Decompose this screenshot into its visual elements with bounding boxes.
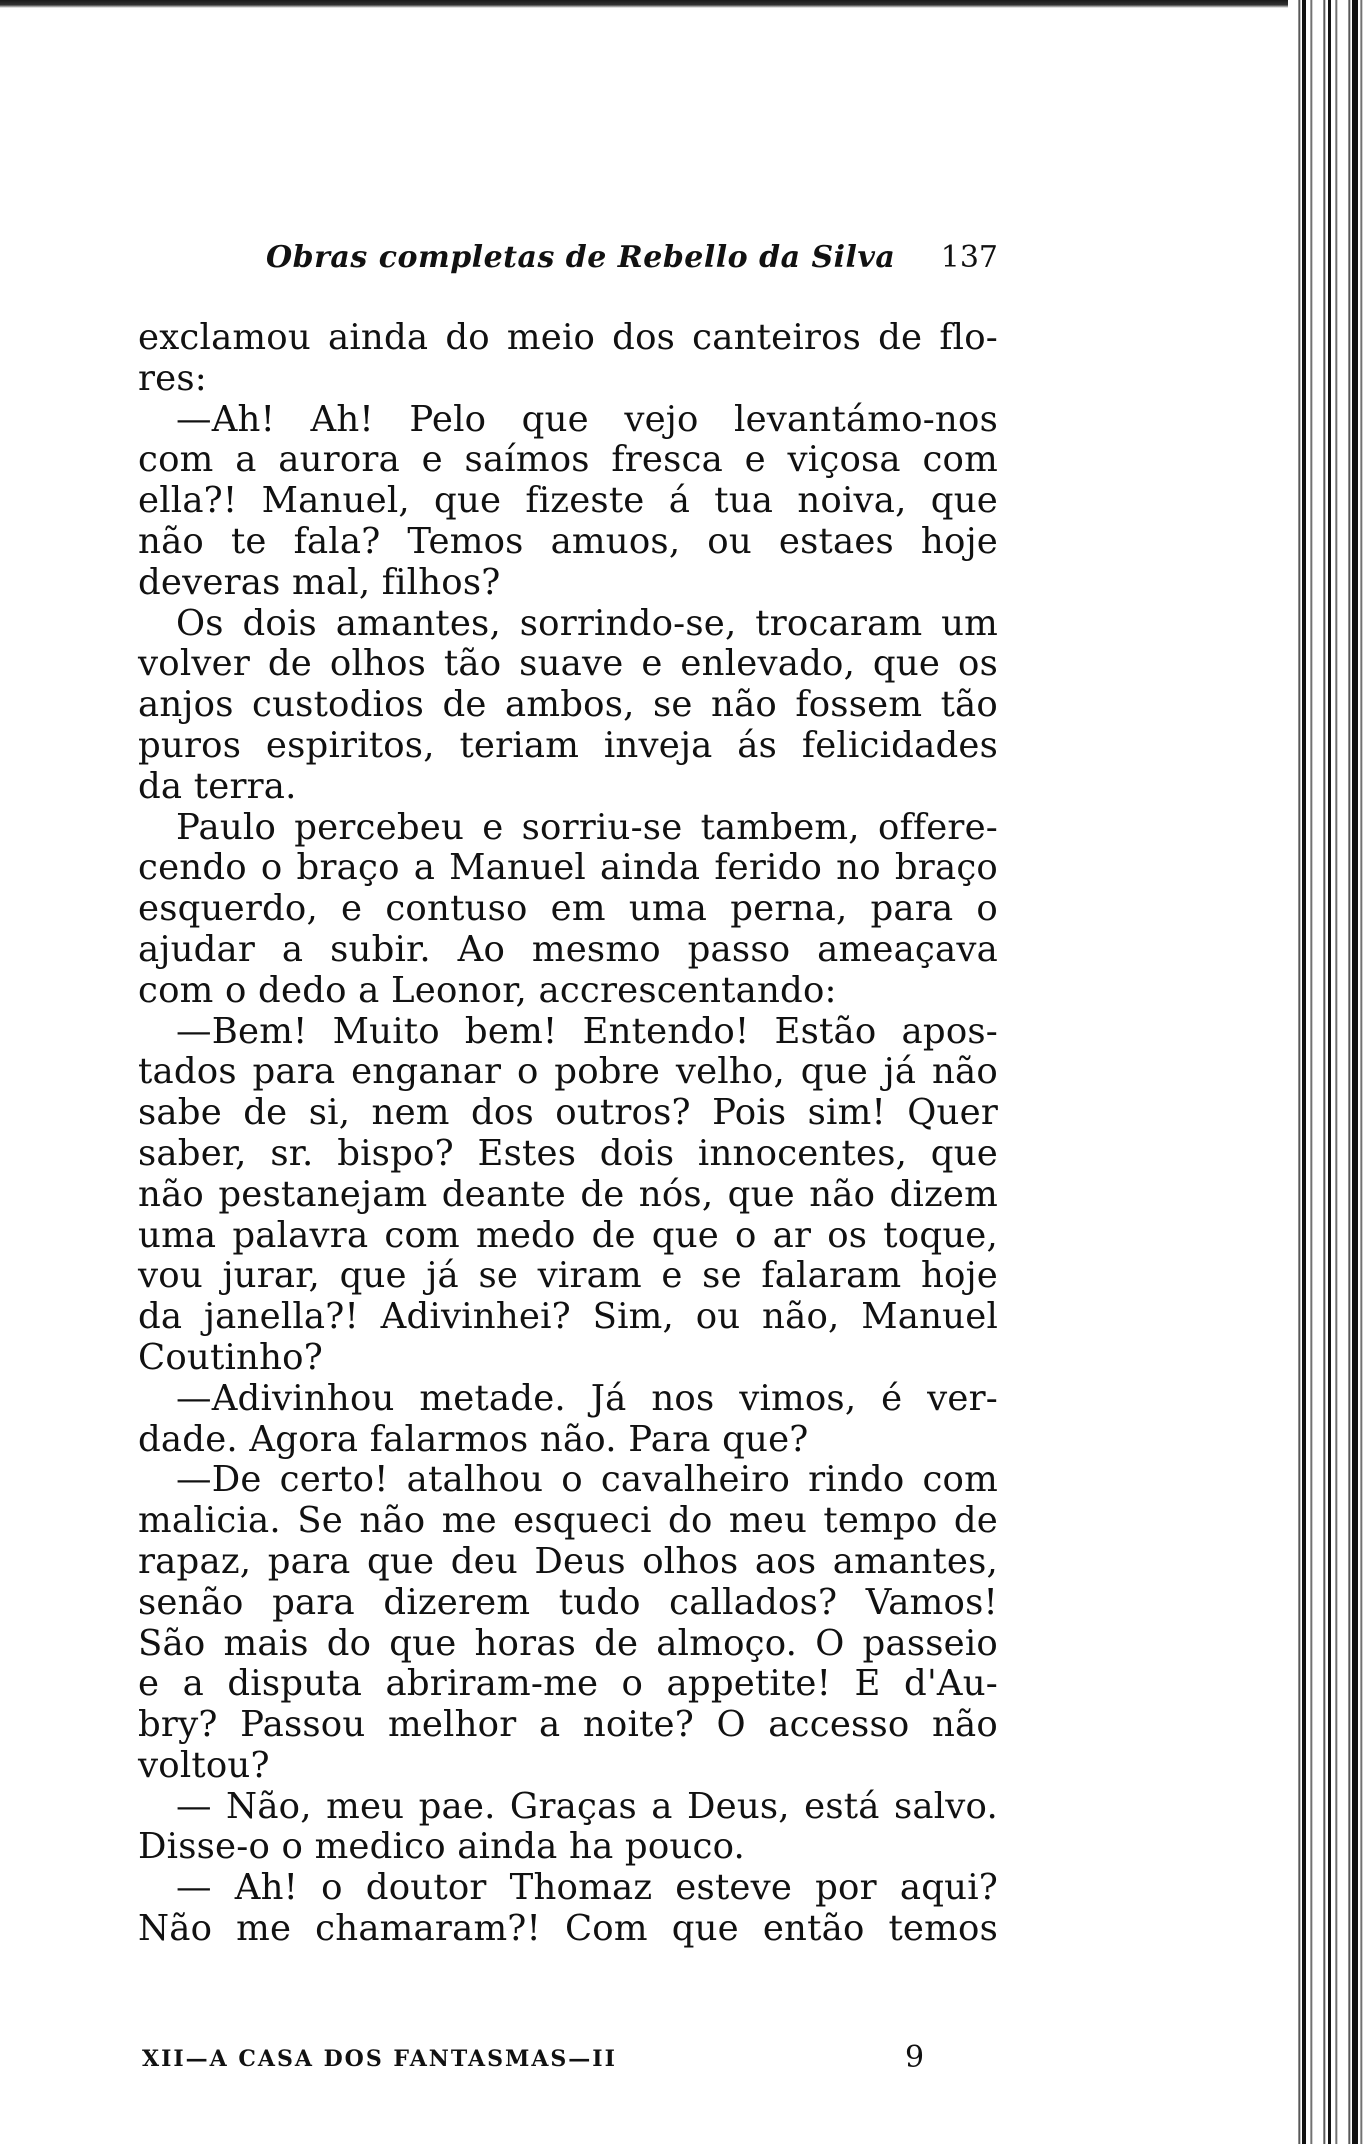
book-spine-edge [1288, 0, 1368, 2144]
sheet-number: 9 [905, 2040, 925, 2075]
text-line: São mais do que horas de almoço. O passeio [138, 1622, 998, 1664]
text-line: rapaz, para que deu Deus olhos aos amantes, [138, 1540, 998, 1582]
text-line: ajudar a subir. Ao mesmo passo ameaçava [138, 928, 998, 970]
text-line: uma palavra com medo de que o ar os toque, [138, 1214, 998, 1256]
page-number: 137 [940, 240, 998, 275]
text-line: volver de olhos tão suave e enlevado, que os [138, 643, 998, 685]
text-line: puros espiritos, teriam inveja ás felicidades [138, 724, 998, 766]
text-line: — Ah! o doutor Thomaz esteve por aqui? [176, 1867, 998, 1909]
text-line: dade. Agora falarmos não. Para que? [138, 1418, 809, 1460]
spine-line [1352, 0, 1358, 2144]
spine-line [1328, 0, 1331, 2144]
text-line: e a disputa abriram-me o appetite! E d'Au- [138, 1663, 998, 1705]
text-line: com a aurora e saímos fresca e viçosa com [138, 439, 998, 481]
text-line: não te fala? Temos amuos, ou estaes hoje [138, 520, 998, 562]
text-line: anjos custodios de ambos, se não fossem tão [138, 684, 998, 726]
text-line: não pestanejam deante de nós, que não dizem [138, 1173, 998, 1215]
text-line: saber, sr. bispo? Estes dois innocentes, que [138, 1132, 998, 1174]
text-line: tados para enganar o pobre velho, que já não [138, 1051, 998, 1093]
text-line: cendo o braço a Manuel ainda ferido no braço [138, 847, 998, 889]
signature-mark: XII—A CASA DOS FANTASMAS—II [142, 2046, 617, 2072]
text-line: exclamou ainda do meio dos canteiros de flo- [138, 317, 998, 358]
text-line: voltou? [138, 1744, 270, 1786]
spine-line [1302, 0, 1306, 2144]
text-line: deveras mal, filhos? [138, 561, 501, 603]
text-line: Paulo percebeu e sorriu-se tambem, offere- [176, 806, 998, 848]
text-line: Não me chamaram?! Com que então temos [138, 1908, 998, 1950]
running-header [138, 230, 998, 290]
text-line: —De certo! atalhou o cavalheiro rindo com [176, 1459, 998, 1501]
text-line: Os dois amantes, sorrindo-se, trocaram um [176, 602, 998, 644]
text-line: —Bem! Muito bem! Entendo! Estão apos- [176, 1010, 998, 1052]
text-line: — Não, meu pae. Graças a Deus, está salvo. [176, 1785, 998, 1827]
text-line: Disse-o o medico ainda ha pouco. [138, 1826, 746, 1868]
text-line: senão para dizerem tudo callados? Vamos! [138, 1581, 998, 1623]
text-line: malicia. Se não me esqueci do meu tempo de [138, 1500, 998, 1542]
text-line: bry? Passou melhor a noite? O accesso não [138, 1704, 998, 1746]
text-line: com o dedo a Leonor, accrescentando: [138, 969, 837, 1011]
text-line: sabe de si, nem dos outros? Pois sim! Quer [138, 1092, 998, 1134]
body-text [138, 318, 998, 1950]
running-title: Obras completas de Rebello da Silva [266, 240, 896, 275]
text-line: res: [138, 357, 207, 399]
book-page [138, 230, 998, 1950]
text-line: ella?! Manuel, que fizeste á tua noiva, que [138, 480, 998, 522]
text-line: da janella?! Adivinhei? Sim, ou não, Manuel [138, 1296, 998, 1338]
text-line: —Adivinhou metade. Já nos vimos, é ver- [176, 1377, 998, 1419]
page-footer [142, 2040, 925, 2080]
text-line: esquerdo, e contuso em uma perna, para o [138, 888, 998, 930]
text-line: Coutinho? [138, 1336, 323, 1378]
text-line: —Ah! Ah! Pelo que vejo levantámo-nos [176, 398, 998, 440]
top-page-edge [0, 0, 1368, 8]
text-line: vou jurar, que já se viram e se falaram hoje [138, 1255, 998, 1297]
text-line: da terra. [138, 765, 297, 807]
